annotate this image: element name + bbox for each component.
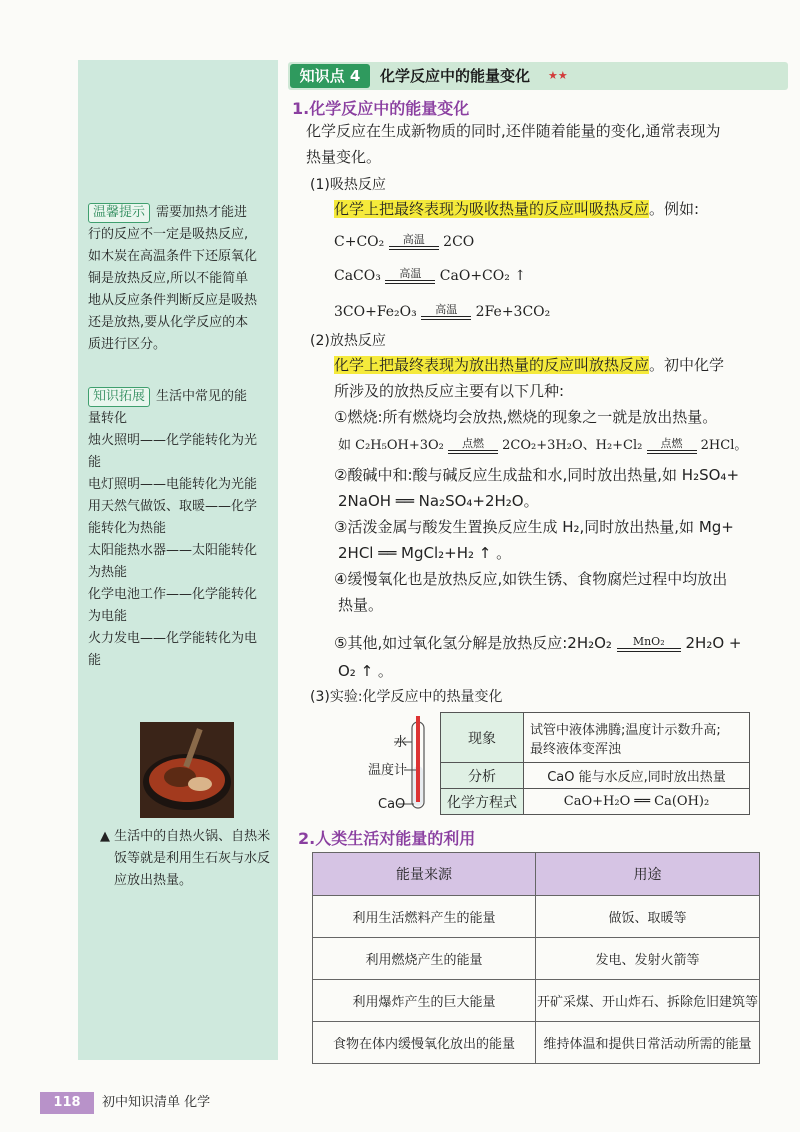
tip-line: 如木炭在高温条件下还原氧化 [88,249,258,264]
column-header: 用途 [536,853,760,896]
tip-tag: 温馨提示 [88,203,150,223]
tip-line: 行的反应不一定是吸热反应, [88,227,249,242]
item-metal-acid: 2HCl ══ MgCl₂+H₂ ↑ 。 [338,544,512,562]
exp-header: 现象 [441,713,524,763]
energy-use-table [312,852,760,1064]
item-neutralization: 2NaOH ══ Na₂SO₄+2H₂O。 [338,492,539,510]
equation-3: 3CO+Fe₂O₃ 高温 2Fe+3CO₂ [334,303,551,320]
caption-line: 饭等就是利用生石灰与水反 [114,851,271,866]
ext-line: 电灯照明——电能转化为光能 [88,477,258,492]
exp-header: 化学方程式 [441,789,524,815]
tip-line: 需要加热才能进 [156,205,248,220]
ext-title: 生活中常见的能 [156,389,248,404]
intro-line: 热量变化。 [306,148,382,166]
label-cao: CaO [378,797,406,812]
combustion-equations: 如 C₂H₅OH+3O₂ 点燃 2CO₂+3H₂O、H₂+Cl₂ 点燃 2HCl。 [338,436,748,453]
ext-line: 为热能 [88,565,128,580]
tip-line: 地从反应条件判断反应是吸热 [88,293,258,308]
star-icon: ★★ [548,69,568,82]
item-other: ⑤其他,如过氧化氢分解是放热反应:2H₂O₂ MnO₂ 2H₂O + [334,634,742,652]
exp-cell: CaO 能与水反应,同时放出热量 [524,763,750,789]
extension-box [88,386,268,672]
knowledge-point-tag: 知识点 4 [290,64,370,88]
highlight: 化学上把最终表现为吸收热量的反应叫吸热反应 [334,200,650,218]
tip-line: 铜是放热反应,所以不能简单 [88,271,249,286]
knowledge-point-title: 化学反应中的能量变化 [380,67,531,85]
ext-title: 量转化 [88,411,128,426]
caption-line: ▲ 生活中的自热火锅、自热米 [100,829,271,844]
section-1-heading: 1.化学反应中的能量变化 [292,99,470,118]
section-2-heading: 2.人类生活对能量的利用 [298,829,476,848]
label-water: 水 [394,735,408,750]
equation-2: CaCO₃ 高温 CaO+CO₂ ↑ [334,267,527,284]
page-number: 118 [40,1092,94,1114]
exothermic-title: (2)放热反应 [310,333,386,349]
table-row: 利用生活燃料产生的能量 做饭、取暖等 [313,896,760,938]
ext-line: 烛火照明——化学能转化为光能 [88,433,258,470]
experiment-title: (3)实验:化学反应中的热量变化 [310,689,503,705]
table-row: 食物在体内缓慢氧化放出的能量 维持体温和提供日常活动所需的能量 [313,1022,760,1064]
item-other: O₂ ↑ 。 [338,662,393,680]
exothermic-line: 所涉及的放热反应主要有以下几种: [334,382,565,400]
item-combustion: ①燃烧:所有燃烧均会放热,燃烧的现象之一就是放出热量。 [334,408,718,426]
exp-header: 分析 [441,763,524,789]
table-row: 利用燃烧产生的能量 发电、发射火箭等 [313,938,760,980]
item-metal-acid: ③活泼金属与酸发生置换反应生成 H₂,同时放出热量,如 Mg+ [334,518,734,536]
definition-tail: 。例如: [649,200,700,218]
exp-cell: 试管中液体沸腾;温度计示数升高; 最终液体变浑浊 [524,713,750,763]
book-title: 初中知识清单 化学 [102,1095,211,1110]
hotpot-illustration [140,722,234,818]
ext-line: 太阳能热水器——太阳能转化 [88,543,258,558]
item-slow-oxidation: 热量。 [338,596,384,614]
exothermic-definition [334,352,724,378]
item-neutralization: ②酸碱中和:酸与碱反应生成盐和水,同时放出热量,如 H₂SO₄+ [334,466,740,484]
column-header: 能量来源 [313,853,536,896]
highlight: 化学上把最终表现为放出热量的反应叫放热反应 [334,356,650,374]
label-thermometer: 温度计 [368,763,408,778]
hotpot-photo [140,722,234,818]
tip-box [88,202,268,356]
experiment-table [440,712,750,815]
photo-caption [100,826,280,892]
endothermic-title: (1)吸热反应 [310,177,386,193]
tip-line: 还是放热,要从化学反应的本 [88,315,249,330]
item-slow-oxidation: ④缓慢氧化也是放热反应,如铁生锈、食物腐烂过程中均放出 [334,570,728,588]
tip-line: 质进行区分。 [88,337,167,352]
ext-line: 火力发电——化学能转化为电能 [88,631,258,668]
equation-1: C+CO₂ 高温 2CO [334,233,475,250]
caption-line: 应放出热量。 [114,873,193,888]
ext-line: 能转化为热能 [88,521,167,536]
endothermic-definition [334,196,699,222]
exp-cell: CaO+H₂O ══ Ca(OH)₂ [524,789,750,815]
intro-line: 化学反应在生成新物质的同时,还伴随着能量的变化,通常表现为 [306,122,721,140]
ext-line: 为电能 [88,609,128,624]
table-row: 利用爆炸产生的巨大能量 开矿采煤、开山炸石、拆除危旧建筑等 [313,980,760,1022]
ext-line: 化学电池工作——化学能转化 [88,587,258,602]
definition-tail: 。初中化学 [649,356,725,374]
ext-tag: 知识拓展 [88,387,150,407]
ext-line: 用天然气做饭、取暖——化学 [88,499,258,514]
